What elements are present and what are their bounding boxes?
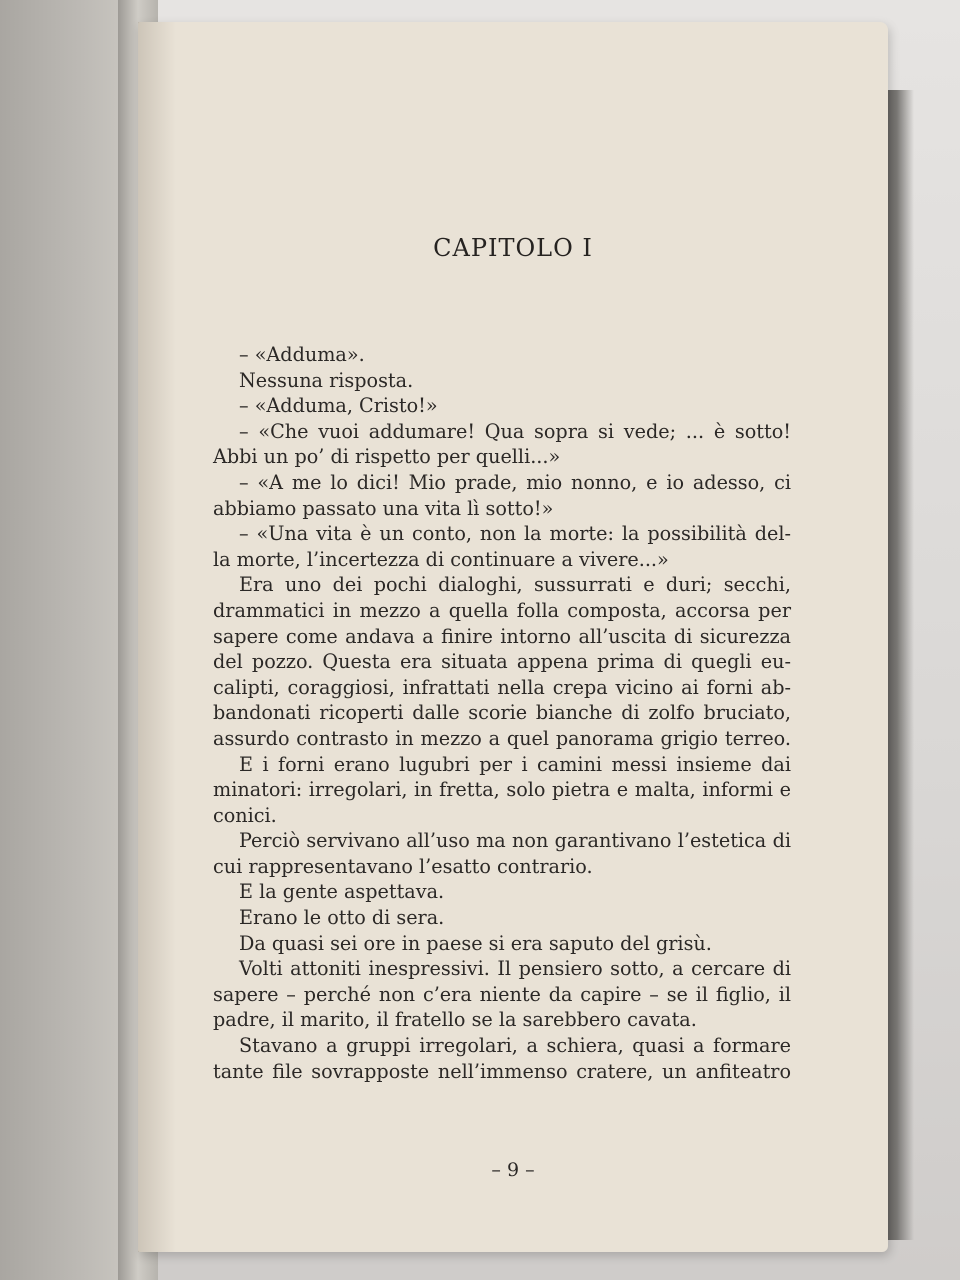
book-page <box>138 22 888 1252</box>
text-line: Era uno dei pochi dialoghi, sussurrati e duri; secchi, <box>239 573 791 597</box>
text-line: E la gente aspettava. <box>239 880 445 904</box>
text-line: – «Adduma». <box>239 343 365 366</box>
page-number: – 9 – <box>491 1159 535 1181</box>
text-line: calipti, coraggiosi, infrattati nella crepa vicino ai forni ab- <box>213 675 791 699</box>
text-line: Nessuna risposta. <box>239 368 414 392</box>
text-line: abbiamo passato una vita lì sotto!» <box>213 496 554 520</box>
text-line: – «Una vita è un conto, non la morte: la possibilità del- <box>239 522 791 546</box>
body-text <box>213 342 791 1084</box>
text-line: Da quasi sei ore in paese si era saputo del grisù. <box>239 931 712 955</box>
page-gutter <box>138 22 176 1252</box>
text-line: Stavano a gruppi irregolari, a schiera, quasi a formare <box>239 1034 791 1058</box>
text-line: – «A me lo dici! Mio prade, mio nonno, e io adesso, ci <box>239 470 791 494</box>
text-line: Volti attoniti inespressivi. Il pensiero sotto, a cercare di <box>239 957 791 981</box>
text-line: la morte, l’incertezza di continuare a vivere...» <box>213 547 669 571</box>
text-line: conici. <box>213 803 277 827</box>
text-line: minatori: irregolari, in fretta, solo pietra e malta, informi e <box>213 778 791 802</box>
text-line: del pozzo. Questa era situata appena prima di quegli eu- <box>213 650 791 674</box>
text-line: bandonati ricoperti dalle scorie bianche di zolfo bruciato, <box>213 701 791 725</box>
text-line: sapere – perché non c’era niente da capire – se il figlio, il <box>213 982 791 1006</box>
text-line: assurdo contrasto in mezzo a quel panorama grigio terreo. <box>213 726 791 750</box>
text-line: Perciò servivano all’uso ma non garantivano l’estetica di <box>239 829 791 853</box>
chapter-title: CAPITOLO I <box>433 234 593 262</box>
text-line: drammatici in mezzo a quella folla composta, accorsa per <box>213 598 791 622</box>
text-line: – «Che vuoi addumare! Qua sopra si vede; ... è sotto! <box>239 419 791 443</box>
text-line: E i forni erano lugubri per i camini messi insieme dai <box>239 752 791 776</box>
text-line: – «Adduma, Cristo!» <box>239 394 438 418</box>
text-line: sapere come andava a finire intorno all’uscita di sicurezza <box>213 624 791 648</box>
text-line: Erano le otto di sera. <box>239 906 445 930</box>
text-line: padre, il marito, il fratello se la sarebbero cavata. <box>213 1008 697 1032</box>
text-line: Abbi un po’ di rispetto per quelli...» <box>213 445 561 469</box>
text-line: cui rappresentavano l’esatto contrario. <box>213 854 593 878</box>
text-line: tante file sovrapposte nell’immenso cratere, un anfiteatro <box>213 1059 791 1083</box>
